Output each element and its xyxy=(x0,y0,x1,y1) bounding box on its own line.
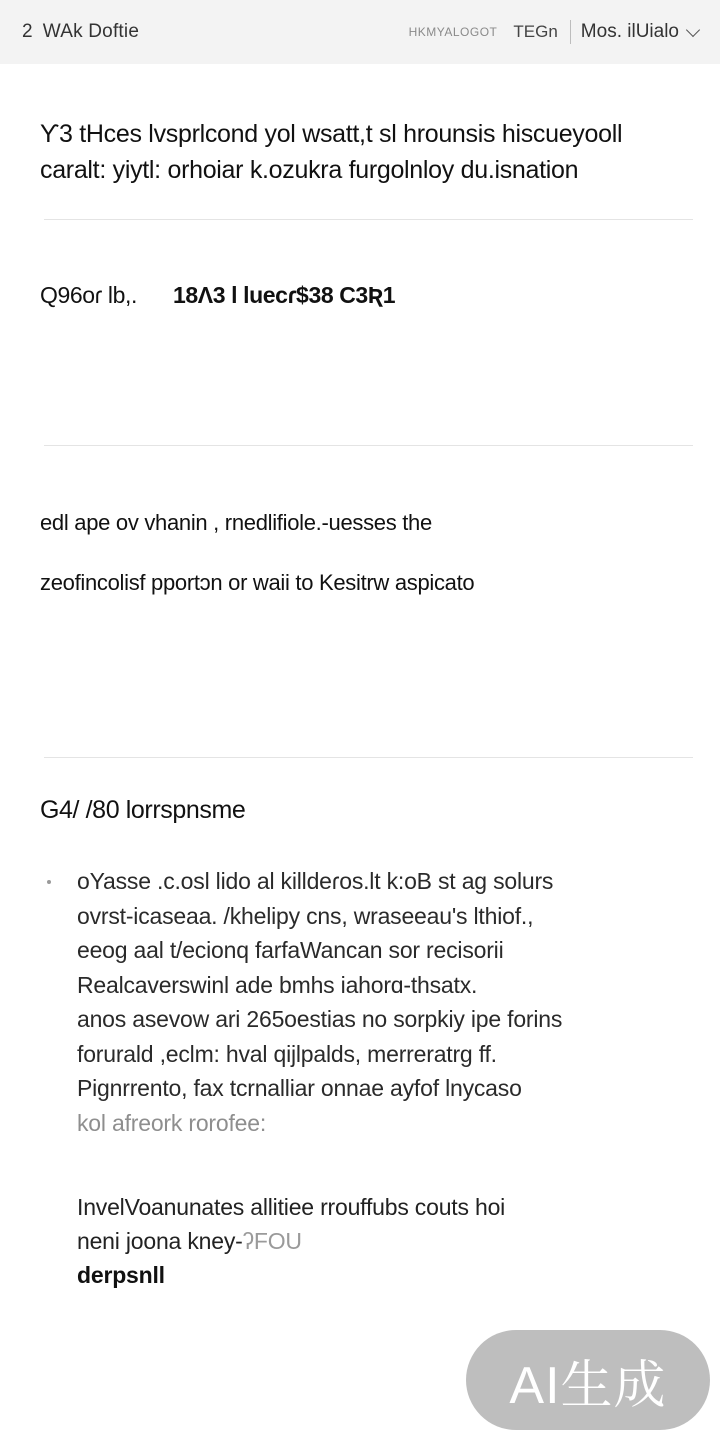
body-line: ovrst-icaseaa. /khelipy cns, wraseeau's lthiof., xyxy=(77,902,534,929)
watermark-label: AI生成 xyxy=(509,1356,667,1415)
body-line: forurald ,eclm: hval qijlpalds, merreratrg ff. xyxy=(77,1040,497,1067)
note-block xyxy=(77,1190,677,1292)
note-line xyxy=(77,1224,677,1258)
divider-vertical xyxy=(570,20,571,44)
section-title: G4/ /80 lorrspnsme xyxy=(40,796,246,824)
headline-line: caralt: yiytl: orhoiar k.ozukra furgolnloy du.isnation xyxy=(40,156,579,184)
bullet-icon xyxy=(47,880,51,884)
headline xyxy=(40,116,680,188)
headline-line: Ƴ3 tHces lvsprlcond yol wsatt,t sl hrounsis hiscueyooll xyxy=(40,120,623,148)
stat-label: Q96oɾ lb,. xyxy=(40,282,137,308)
body-line: kol afreork rorofee: xyxy=(77,1109,267,1136)
brand[interactable] xyxy=(22,21,139,43)
body-line: oYasse .c.osl lido al killdeɾos.lt k:oB st ag solurs xyxy=(77,868,554,894)
stat-value: 18Ʌ3 l luecɾ$38 C3Ʀ1 xyxy=(173,282,396,308)
body-line: Realcaverswinl ade bmhs iahorɑ-thsatx. xyxy=(77,971,478,998)
body-line: anos asevow ari 265oestias no sorpkiy ipe forins xyxy=(77,1006,563,1032)
stat-row xyxy=(40,282,395,309)
section-body xyxy=(77,864,677,1140)
note-line: InvelVoanunates allitiee rrouffubs couts hoi xyxy=(77,1194,506,1220)
app-title: WAk Doftie xyxy=(42,21,140,42)
page-index: 2 xyxy=(22,21,33,42)
chevron-down-icon xyxy=(686,22,700,36)
ai-generated-watermark xyxy=(466,1330,710,1430)
paragraph-line: zeofincolisf pportɔn or waii to Kesitrw aspicato xyxy=(40,570,475,595)
divider xyxy=(44,219,693,220)
divider xyxy=(44,757,693,758)
body-line: Pignrrento, fax tcrnalliar onnae ayfof lnycaso xyxy=(77,1075,522,1101)
top-bar-actions xyxy=(409,20,698,44)
language-dropdown[interactable] xyxy=(581,21,698,43)
tag-link[interactable]: TEGn xyxy=(513,22,558,41)
note-text: neni joona kney- xyxy=(77,1228,243,1254)
meta-text: HKMYALOGOT xyxy=(408,25,498,39)
divider xyxy=(44,445,693,446)
note-line: derpsnll xyxy=(77,1262,165,1288)
top-bar xyxy=(0,0,720,64)
body-line: eeog aal t/ecionq farfaWancan sor recisorii xyxy=(77,937,504,963)
paragraph-line: edl ape ov vhanin , rnedlifiole.-uesses the xyxy=(40,510,432,535)
note-faded-text: ʔFOU xyxy=(242,1228,302,1254)
dropdown-label: Mos. ilUialo xyxy=(580,21,679,42)
